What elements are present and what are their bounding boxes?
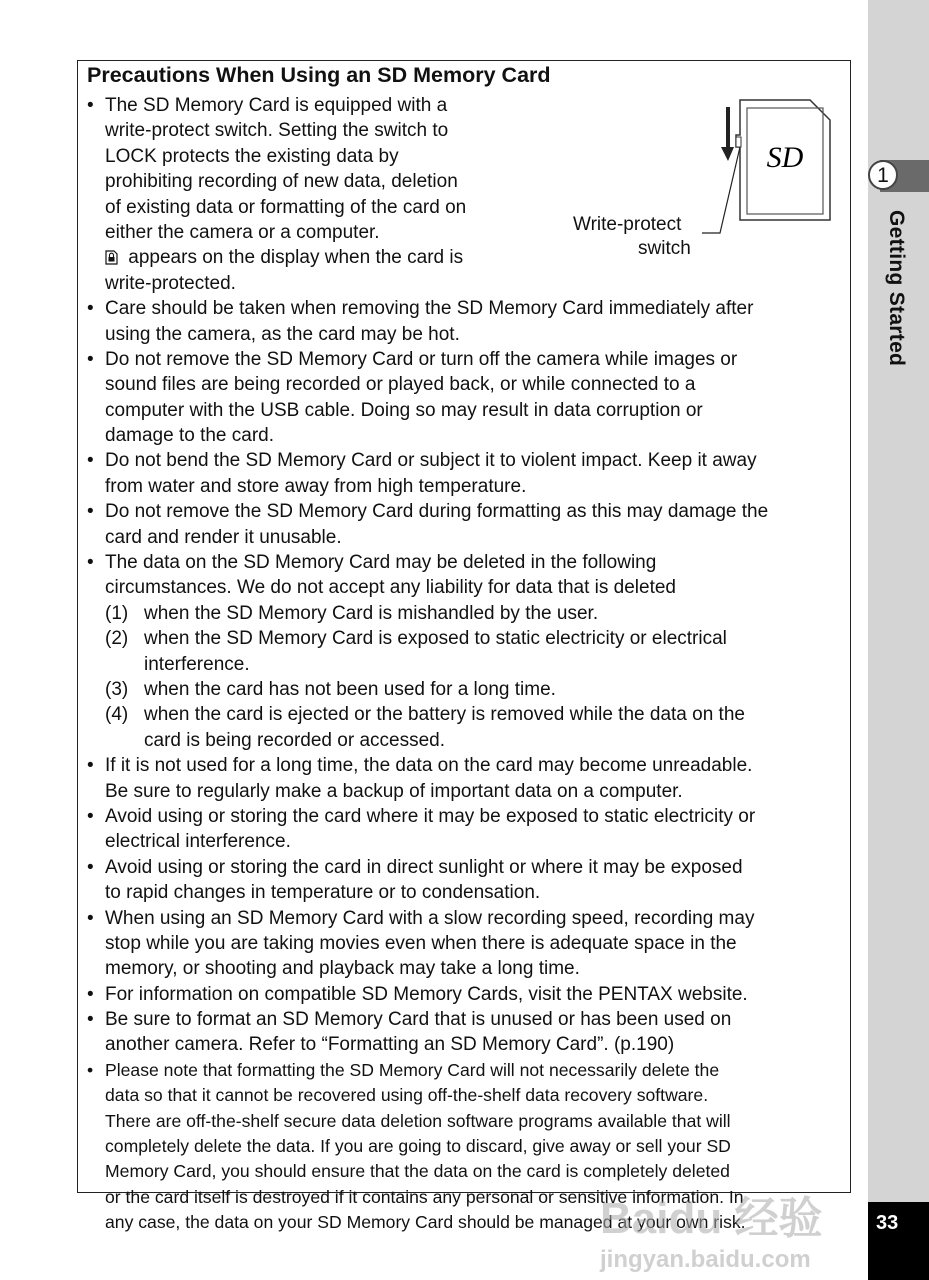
- text-line: [87, 347, 847, 372]
- list-item: [87, 804, 847, 855]
- text-line: [87, 855, 847, 880]
- line-text: Do not remove the SD Memory Card or turn off the camera while images or: [105, 348, 738, 370]
- text-line: [87, 931, 847, 956]
- line-text: Avoid using or storing the card where it may be exposed to static electricity or: [105, 805, 756, 827]
- bullet: •: [87, 1059, 94, 1080]
- text-line: [87, 829, 847, 854]
- text-line: [87, 1159, 847, 1184]
- line-text: to rapid changes in temperature or to condensation.: [105, 882, 541, 904]
- sub-item-text: when the card has not been used for a long time.: [144, 678, 556, 700]
- sub-item-number: (1): [105, 602, 129, 624]
- list-item: [87, 906, 847, 982]
- bullet: •: [87, 298, 94, 320]
- bullet: •: [87, 907, 94, 929]
- list-item: [87, 296, 847, 347]
- list-item: [87, 855, 847, 906]
- text-line: [87, 322, 847, 347]
- line-text: electrical interference.: [105, 831, 291, 853]
- line-text: of existing data or formatting of the card on: [105, 196, 467, 218]
- text-line: [87, 423, 847, 448]
- text-line: [87, 499, 847, 524]
- text-line: [87, 93, 847, 118]
- text-line: [87, 296, 847, 321]
- text-line: [87, 169, 847, 194]
- page-number: 33: [876, 1212, 899, 1234]
- sub-item-line: [87, 677, 847, 702]
- text-line: [87, 195, 847, 220]
- line-text: [105, 245, 463, 270]
- line-text: Care should be taken when removing the SD Memory Card immediately after: [105, 298, 754, 320]
- card-lock-icon: [105, 250, 118, 265]
- line-text: either the camera or a computer.: [105, 221, 380, 243]
- sub-item-number: (4): [105, 704, 129, 726]
- section-title: Precautions When Using an SD Memory Card: [87, 63, 551, 87]
- line-text: The SD Memory Card is equipped with a: [105, 95, 448, 116]
- precautions-list: [87, 93, 847, 1236]
- line-text: another camera. Refer to “Formatting an SD Memory Card”. (p.190): [105, 1034, 675, 1056]
- text-line: [87, 550, 847, 575]
- text-line: [87, 448, 847, 473]
- line-text: If it is not used for a long time, the data on the card may become unreadable.: [105, 755, 753, 777]
- chapter-number: 1: [868, 160, 898, 190]
- line-text: Be sure to regularly make a backup of important data on a computer.: [105, 780, 683, 802]
- text-line: [87, 1032, 847, 1057]
- line-text: stop while you are taking movies even when there is adequate space in the: [105, 932, 737, 954]
- list-item: [87, 93, 847, 296]
- text-line: [87, 118, 847, 143]
- sub-item-text: interference.: [144, 653, 250, 675]
- text-line: [87, 474, 847, 499]
- sub-item-line: [87, 702, 847, 727]
- bullet: •: [87, 450, 94, 472]
- list-item: [87, 448, 847, 499]
- line-text: write-protected.: [105, 272, 236, 294]
- text-line: [87, 525, 847, 550]
- line-text: completely delete the data. If you are going to discard, give away or sell your SD: [105, 1136, 731, 1157]
- text-line: [87, 144, 847, 169]
- line-text: computer with the USB cable. Doing so may result in data corruption or: [105, 399, 703, 421]
- line-text: from water and store away from high temperature.: [105, 475, 527, 497]
- line-text: card and render it unusable.: [105, 526, 342, 548]
- line-text: Please note that formatting the SD Memory Card will not necessarily delete the: [105, 1059, 720, 1080]
- list-item: [87, 550, 847, 753]
- bullet: •: [87, 755, 94, 777]
- text-line: [87, 956, 847, 981]
- text-line: [87, 982, 847, 1007]
- list-item: [87, 1007, 847, 1058]
- text-line: [87, 1134, 847, 1159]
- text-line: [87, 1058, 847, 1083]
- list-item: [87, 982, 847, 1007]
- bullet: •: [87, 805, 94, 827]
- list-item: [87, 347, 847, 449]
- text-line: [87, 398, 847, 423]
- line-text: Do not remove the SD Memory Card during formatting as this may damage the: [105, 501, 769, 523]
- text-line: [87, 880, 847, 905]
- sub-item-line: [87, 601, 847, 626]
- bullet: •: [87, 95, 94, 116]
- sub-item-line: [87, 626, 847, 651]
- sub-item-text: when the card is ejected or the battery is removed while the data on the: [144, 704, 745, 726]
- sd-logo: SD: [766, 141, 804, 174]
- line-text: Be sure to format an SD Memory Card that is unused or has been used on: [105, 1009, 732, 1031]
- bullet: •: [87, 856, 94, 878]
- line-text: When using an SD Memory Card with a slow recording speed, recording may: [105, 907, 755, 929]
- line-text: any case, the data on your SD Memory Card should be managed at your own risk.: [105, 1212, 746, 1233]
- text-line: [87, 245, 847, 270]
- list-item: [87, 499, 847, 550]
- line-text: write-protect switch. Setting the switch to: [105, 120, 449, 142]
- line-text: For information on compatible SD Memory Cards, visit the PENTAX website.: [105, 983, 748, 1005]
- bullet: •: [87, 1009, 94, 1031]
- text-line: [87, 271, 847, 296]
- sub-item-line: [87, 728, 847, 753]
- bullet: •: [87, 501, 94, 523]
- sub-item-text: when the SD Memory Card is exposed to static electricity or electrical: [144, 628, 727, 650]
- line-text: Avoid using or storing the card in direct sunlight or where it may be exposed: [105, 856, 743, 878]
- text-line: [87, 804, 847, 829]
- text-line: [87, 1083, 847, 1108]
- sub-item-text: when the SD Memory Card is mishandled by the user.: [144, 602, 599, 624]
- line-text: appears on the display when the card is: [123, 247, 464, 269]
- line-text: circumstances. We do not accept any liability for data that is deleted: [105, 577, 677, 599]
- callout-label: Write-protect: [573, 214, 682, 235]
- text-line: [87, 372, 847, 397]
- line-text: data so that it cannot be recovered using off-the-shelf data recovery software.: [105, 1085, 709, 1106]
- line-text: The data on the SD Memory Card may be deleted in the following: [105, 552, 657, 574]
- bullet: •: [87, 552, 94, 574]
- line-text: or the card itself is destroyed if it contains any personal or sensitive information. In: [105, 1186, 744, 1207]
- sub-item-number: (2): [105, 628, 129, 650]
- sub-item-text: card is being recorded or accessed.: [144, 729, 445, 751]
- callout-label: switch: [638, 238, 691, 259]
- line-text: memory, or shooting and playback may take a long time.: [105, 958, 580, 980]
- line-text: using the camera, as the card may be hot.: [105, 323, 460, 345]
- sub-item-number: (3): [105, 678, 129, 700]
- line-text: There are off-the-shelf secure data deletion software programs available that will: [105, 1110, 731, 1131]
- line-text: LOCK protects the existing data by: [105, 145, 399, 167]
- watermark-logo: Baidu 经验: [600, 1194, 823, 1243]
- text-line: [87, 1109, 847, 1134]
- line-text: Memory Card, you should ensure that the data on the card is completely deleted: [105, 1161, 730, 1182]
- bullet: •: [87, 983, 94, 1005]
- line-text: prohibiting recording of new data, deletion: [105, 171, 458, 193]
- text-line: [87, 575, 847, 600]
- sub-item-line: [87, 652, 847, 677]
- text-line: [87, 906, 847, 931]
- line-text: sound files are being recorded or played back, or while connected to a: [105, 374, 696, 396]
- line-text: damage to the card.: [105, 425, 274, 447]
- bullet: •: [87, 348, 94, 370]
- text-line: [87, 220, 847, 245]
- chapter-title: Getting Started: [885, 210, 908, 367]
- text-line: [87, 753, 847, 778]
- text-line: [87, 1007, 847, 1032]
- line-text: Do not bend the SD Memory Card or subject it to violent impact. Keep it away: [105, 450, 757, 472]
- watermark-url: jingyan.baidu.com: [600, 1246, 811, 1273]
- list-item: [87, 753, 847, 804]
- text-line: [87, 779, 847, 804]
